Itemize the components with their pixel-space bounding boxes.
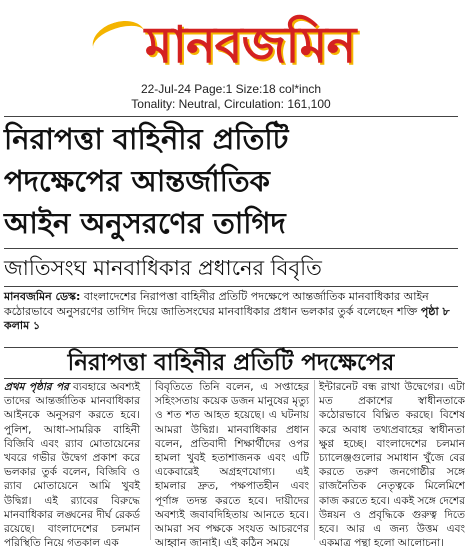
masthead bbox=[0, 0, 462, 80]
lead-paragraph bbox=[4, 290, 458, 334]
continued-from-front-label: প্রথম পৃষ্ঠার পর bbox=[4, 381, 69, 393]
column-1-text: ব্যবহারে অবশ্যই তাদের আন্তর্জাতিক মানবাধিকার আইনকে অনুসরণ করতে হবে। পুলিশ, আধা-সামরিক বাহিনী বিজিবি এবং র‍্যাব মোতায়েনের খবরে গভীর উদ্বেগ প্রকাশ করে ভলকার তুর্ক বলেন, বিজিবি ও র‍্যাব মোতায়েনে আমি খুবই উদ্বিগ্ন। এই র‍্যাবের বিরুদ্ধে মানবাধিকার লঙ্ঘনের দীর্ঘ রেকর্ড রয়েছে। বাংলাদেশের চলমান পরিস্থিতি নিয়ে গতকাল এক bbox=[4, 381, 140, 550]
headline-line-2: পদক্ষেপের আন্তর্জাতিক bbox=[4, 164, 270, 198]
divider bbox=[4, 286, 458, 287]
headline-line-3: আইন অনুসরণের তাগিদ bbox=[4, 206, 286, 240]
subheadline: জাতিসংঘ মানবাধিকার প্রধানের বিবৃতি bbox=[4, 256, 322, 280]
article-columns bbox=[4, 380, 465, 550]
newspaper-logo: মানবজমিন bbox=[144, 16, 356, 74]
clipping-meta-date-page: 22-Jul-24 Page:1 Size:18 col*inch bbox=[140, 82, 322, 96]
divider bbox=[4, 248, 458, 249]
article-column-2: বিবৃতিতে তিনি বলেন, এ সপ্তাহের সহিংসতায় কয়েক ডজন মানুষের মৃত্যু ও শত শত আহত হয়েছে। এ ঘটনায় আমরা উদ্বিগ্ন। মানবাধিকার প্রধান বলেন, প্রতিবাদী শিক্ষার্থীদের ওপর হামলা খুবই হতাশাজনক এবং এটি একেবারেই অগ্রহণযোগ্য। এই হামলার দ্রুত, পক্ষপাতহীন এবং পূর্ণাঙ্গ তদন্ত করতে হবে। দায়ীদের অবশ্যই জবাবদিহিতায় আনতে হবে। আমরা সব পক্ষকে সংযত আচরণের আহ্বান জানাই। এই কঠিন সময়ে bbox=[150, 380, 309, 540]
headline bbox=[4, 118, 458, 244]
article-column-1 bbox=[4, 380, 140, 550]
continuation-note: পৃষ্ঠা ৮ কলাম ১ bbox=[4, 304, 450, 332]
lead-text: বাংলাদেশের নিরাপত্তা বাহিনীর প্রতিটি পদক্ষেপে আন্তর্জাতিক মানবাধিকার আইন কঠোরভাবে অনুসরণের তাগিদ দিয়ে জাতিসংঘের মানবাধিকার প্রধান ভলকার তুর্ক বলেছেন শক্তি bbox=[4, 290, 429, 318]
jump-headline: নিরাপত্তা বাহিনীর প্রতিটি পদক্ষেপের bbox=[4, 347, 458, 379]
headline-line-1: নিরাপত্তা বাহিনীর প্রতিটি bbox=[4, 122, 289, 156]
clipping-meta-tonality: Tonality: Neutral, Circulation: 161,100 bbox=[131, 97, 331, 111]
article-column-3: ইন্টারনেট বন্ধ রাখা উদ্বেগের। এটা মত প্রকাশের স্বাধীনতাকে কঠোরভাবে বিঘ্নিত করছে। বিশেষ করে অবাধ তথ্যপ্রবাহের স্বাধীনতা ক্ষুণ্ণ হচ্ছে। বাংলাদেশের চলমান চ্যালেঞ্জগুলোর সমাধান খুঁজে বের করতে তরুণ জনগোষ্ঠীর সঙ্গে রাজনৈতিক নেতৃত্বকে মিলেমিশে কাজ করতে হবে। একই সঙ্গে দেশের উন্নয়ন ও প্রবৃদ্ধিকে গুরুত্ব দিতে হবে। আর এ জন্য উত্তম এবং একমাত্র পন্থা হলো আলোচনা। bbox=[314, 380, 465, 540]
divider bbox=[4, 116, 458, 117]
dateline: মানবজমিন ডেস্ক: bbox=[4, 290, 81, 303]
